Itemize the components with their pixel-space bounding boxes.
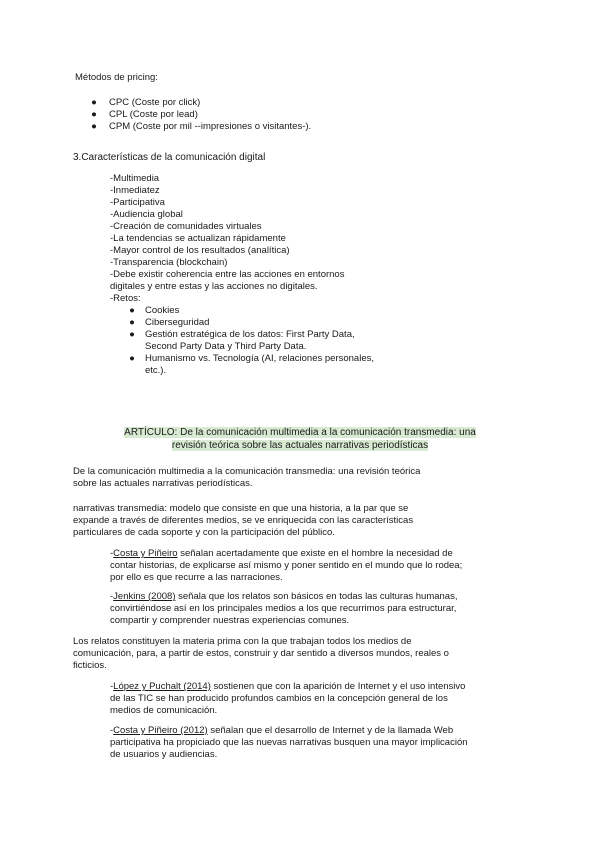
paragraph-line xyxy=(110,591,457,603)
list-item-label: CPL (Coste por lead) xyxy=(109,109,198,120)
article-title xyxy=(80,426,520,452)
list-item: -Creación de comunidades virtuales xyxy=(110,221,262,232)
list-item: -Audiencia global xyxy=(110,209,183,220)
paragraph-line: contar historias, de explicarse así mismo y poner sentido en el mundo que lo rodea; xyxy=(110,560,463,571)
paragraph-line: particulares de cada soporte y con la participación del público. xyxy=(73,527,335,538)
paragraph-line xyxy=(110,725,468,737)
paragraph xyxy=(73,466,420,490)
bullet-icon: ● xyxy=(129,329,135,340)
citation-link[interactable]: Jenkins (2008) xyxy=(113,591,176,602)
quote-paragraph xyxy=(110,725,468,761)
list-item-label: CPC (Coste por click) xyxy=(109,97,201,108)
list-item-label: Humanismo vs. Tecnología (AI, relaciones personales, xyxy=(145,353,374,364)
paragraph-line xyxy=(110,548,462,560)
article-title-line: ARTÍCULO: De la comunicación multimedia a la comunicación transmedia: una xyxy=(124,427,476,438)
paragraph-line xyxy=(110,681,465,693)
paragraph-text: señalan acertadamente que existe en el hombre la necesidad de xyxy=(177,548,453,559)
dash: - xyxy=(110,548,114,559)
quote-paragraph xyxy=(110,548,462,584)
bullet-icon: ● xyxy=(129,305,135,316)
paragraph-line: compartir y comprender nuestras experiencias comunes. xyxy=(110,615,350,626)
list-item-label: Second Party Data y Third Party Data. xyxy=(145,341,307,352)
citation-link[interactable]: Costa y Piñeiro (2012) xyxy=(113,725,208,736)
paragraph-line: De la comunicación multimedia a la comunicación transmedia: una revisión teórica xyxy=(73,466,421,477)
paragraph-line: convirtiéndose así en los principales medios a los que recurrimos para estructurar, xyxy=(110,603,457,614)
paragraph-line: participativa ha propiciado que las nuevas narrativas busquen una mayor implicación xyxy=(110,737,468,748)
list-item: -Transparencia (blockchain) xyxy=(110,257,228,268)
features-list xyxy=(110,173,344,305)
quote-paragraph xyxy=(110,681,465,717)
paragraph-line: Los relatos constituyen la materia prima con la que trabajan todos los medios de xyxy=(73,636,412,647)
bullet-icon: ● xyxy=(91,109,97,120)
paragraph-line: expande a través de diferentes medios, se ve enriquecida con las características xyxy=(73,515,414,526)
paragraph-line: medios de comunicación. xyxy=(110,705,218,716)
paragraph-line: de las TIC se han producido profundos cambios en la concepción general de los xyxy=(110,693,448,704)
citation-link[interactable]: Costa y Piñeiro xyxy=(113,548,178,559)
list-item-label: etc.). xyxy=(145,365,167,376)
quote-paragraph xyxy=(110,591,457,627)
list-item-label: Gestión estratégica de los datos: First Party Data, xyxy=(145,329,355,340)
bullet-icon: ● xyxy=(129,317,135,328)
bullet-icon: ● xyxy=(91,121,97,132)
article-title-line: revisión teórica sobre las actuales narrativas periodísticas xyxy=(171,440,429,451)
list-item: -Inmediatez xyxy=(110,185,160,196)
list-item: -Debe existir coherencia entre las acciones en entornos xyxy=(110,269,345,280)
citation-link[interactable]: López y Puchalt (2014) xyxy=(113,681,211,692)
paragraph-line: sobre las actuales narrativas periodísticas. xyxy=(73,478,253,489)
paragraph-line: narrativas transmedia: modelo que consiste en que una historia, a la par que se xyxy=(73,503,409,514)
paragraph-line: de usuarios y audiencias. xyxy=(110,749,218,760)
list-item: -Mayor control de los resultados (analítica) xyxy=(110,245,290,256)
list-item: digitales y entre estas y las acciones no digitales. xyxy=(110,281,318,292)
list-item: -Multimedia xyxy=(110,173,160,184)
list-item-label: CPM (Coste por mil --impresiones o visitantes-). xyxy=(109,121,312,132)
dash: - xyxy=(110,725,114,736)
list-item-label: Cookies xyxy=(145,305,180,316)
list-item: -Participativa xyxy=(110,197,165,208)
section-heading: 3.Características de la comunicación digital xyxy=(73,152,266,163)
paragraph xyxy=(73,636,449,672)
paragraph-text: sostienen que con la aparición de Internet y el uso intensivo xyxy=(210,681,466,692)
list-item: -La tendencias se actualizan rápidamente xyxy=(110,233,286,244)
paragraph-line: ficticios. xyxy=(73,660,107,671)
list-item: -Retos: xyxy=(110,293,141,304)
paragraph-line: comunicación, para, a partir de estos, construir y dar sentido a diversos mundos, reales o xyxy=(73,648,449,659)
paragraph-text: señalan que el desarrollo de Internet y de la llamada Web xyxy=(207,725,454,736)
bullet-icon: ● xyxy=(129,353,135,364)
paragraph-text: señala que los relatos son básicos en todas las culturas humanas, xyxy=(175,591,458,602)
pricing-heading: Métodos de pricing: xyxy=(75,72,158,83)
dash: - xyxy=(110,591,114,602)
list-item-label: Ciberseguridad xyxy=(145,317,210,328)
dash: - xyxy=(110,681,114,692)
paragraph-line: por ello es que recurre a las narraciones. xyxy=(110,572,283,583)
paragraph xyxy=(73,503,413,539)
bullet-icon: ● xyxy=(91,97,97,108)
